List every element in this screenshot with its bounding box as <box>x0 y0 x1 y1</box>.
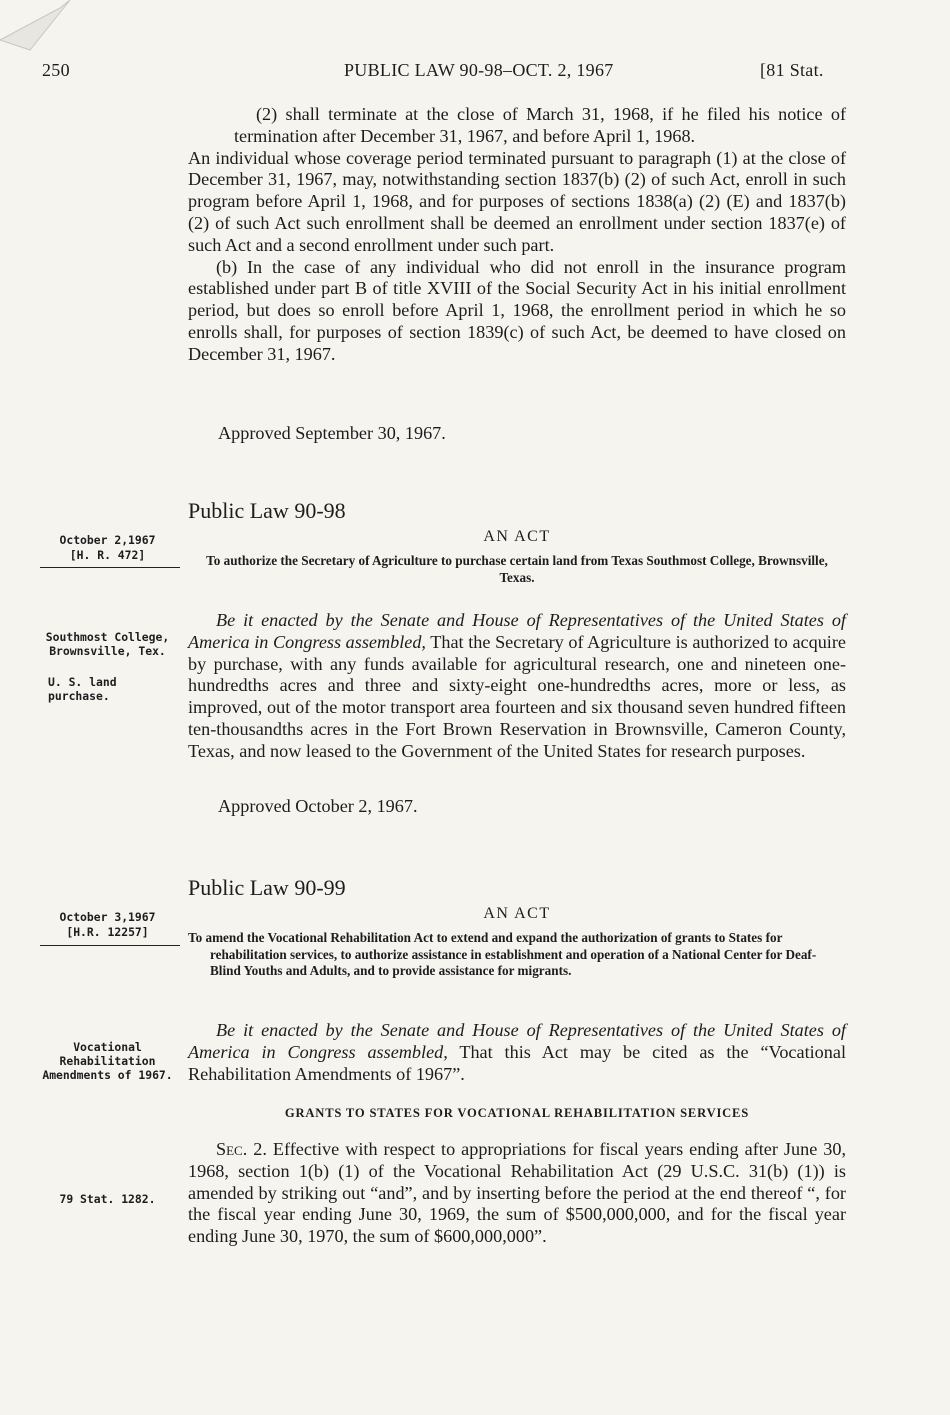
volume-citation: [81 Stat. <box>760 60 824 80</box>
margin-topic-southmost: Southmost College, Brownsville, Tex. <box>45 630 170 658</box>
an-act-label: AN ACT <box>483 905 551 922</box>
margin-rule <box>40 567 180 568</box>
enacting-clause: Be it enacted by the Senate and House of Representatives of the United States of America in Congress assembled, <box>188 610 846 652</box>
law-heading-90-98: Public Law 90-98 <box>188 498 346 523</box>
act-purpose-90-98: To authorize the Secretary of Agriculture to purchase certain land from Texas Southmost College, Brownsville, Texas. <box>206 553 828 585</box>
margin-citation: 79 Stat. 1282. <box>59 1192 156 1206</box>
margin-bill-90-99: [H.R. 12257] <box>66 925 149 939</box>
margin-date-90-99: October 3,1967 <box>59 910 156 924</box>
an-act-label: AN ACT <box>483 528 551 545</box>
enacting-clause: Be it enacted by the Senate and House of Representatives of the United States of America in Congress assembled, <box>188 1020 846 1062</box>
margin-topic-land-purchase: U. S. land purchase. <box>48 675 117 703</box>
margin-rule <box>40 945 180 946</box>
margin-date-90-98: October 2,1967 <box>59 533 156 547</box>
section-2-body <box>188 1139 846 1248</box>
margin-topic-vocational: Vocational Rehabilitation Amendments of 1967. <box>42 1040 173 1082</box>
margin-bill-90-98: [H. R. 472] <box>69 548 146 562</box>
paragraph-2: (2) shall terminate at the close of March 31, 1968, if he filed his notice of termination after December 31, 1967, and before April 1, 1968. <box>234 104 846 146</box>
law-90-99-body <box>188 1020 846 1085</box>
law-90-98-text: That the Secretary of Agriculture is authorized to acquire by purchase, with any funds available for agricultural research, one and nineteen one-hundredths acres and three and sixty-eight one-hundredths acres, more or less, as improved, out of the motor transport area fourteen and six thousand seven hundred fifteen ten-thousandths acres in the Fort Brown Reservation in Brownsville, Cameron County, Texas, and now leased to the Government of the United States for research purposes. <box>188 631 846 761</box>
section-2-text: Effective with respect to appropriations for fiscal years ending after June 30, 1968, section 1(b) (1) of the Vocational Rehabilitation Act (29 U.S.C. 31(b) (1)) is amended by striking out “and”, and by inserting before the period at the end thereof “, for the fiscal year ending June 30, 1969, the sum of $500,000,000, and for the fiscal year ending June 30, 1970, the sum of $600,000,000”. <box>188 1139 846 1247</box>
act-purpose-90-99: To amend the Vocational Rehabilitation Act to extend and expand the authorization of grants to States for rehabilitation services, to authorize assistance in establishment and operation of a National Center for Deaf-Blind Youths and Adults, and to provide assistance for migrants. <box>188 930 817 978</box>
section-2-label: Sec. 2. <box>216 1139 267 1159</box>
approved-date-2: Approved October 2, 1967. <box>218 796 418 816</box>
running-title: PUBLIC LAW 90-98–OCT. 2, 1967 <box>344 60 614 80</box>
law-heading-90-99: Public Law 90-99 <box>188 875 346 900</box>
paragraph-individual: An individual whose coverage period terminated pursuant to paragraph (1) at the close of December 31, 1967, may, notwithstanding section 1837(b) (2) of such Act, enroll in such program before April 1, 1968, and for purposes of sections 1838(a) (2) (E) and 1837(b) (2) of such Act such enrollment shall be deemed an enrollment under section 1837(e) of such Act and a second enrollment under such part. <box>188 147 846 255</box>
continuation-text <box>188 104 846 366</box>
section-heading: GRANTS TO STATES FOR VOCATIONAL REHABILITATION SERVICES <box>284 1106 750 1120</box>
folded-corner-mark <box>0 0 90 60</box>
law-90-99-text: That this Act may be cited as the “Vocational Rehabilitation Amendments of 1967”. <box>188 1041 846 1084</box>
page-number: 250 <box>42 60 70 80</box>
paragraph-b: (b) In the case of any individual who did not enroll in the insurance program established under part B of title XVIII of the Social Security Act in his initial enrollment period, but does so enroll before April 1, 1968, the enrollment period in which he so enrolls shall, for purposes of section 1839(c) of such Act, be deemed to have closed on December 31, 1967. <box>188 256 846 364</box>
approved-date-1: Approved September 30, 1967. <box>218 423 446 443</box>
law-90-98-body <box>188 610 846 763</box>
